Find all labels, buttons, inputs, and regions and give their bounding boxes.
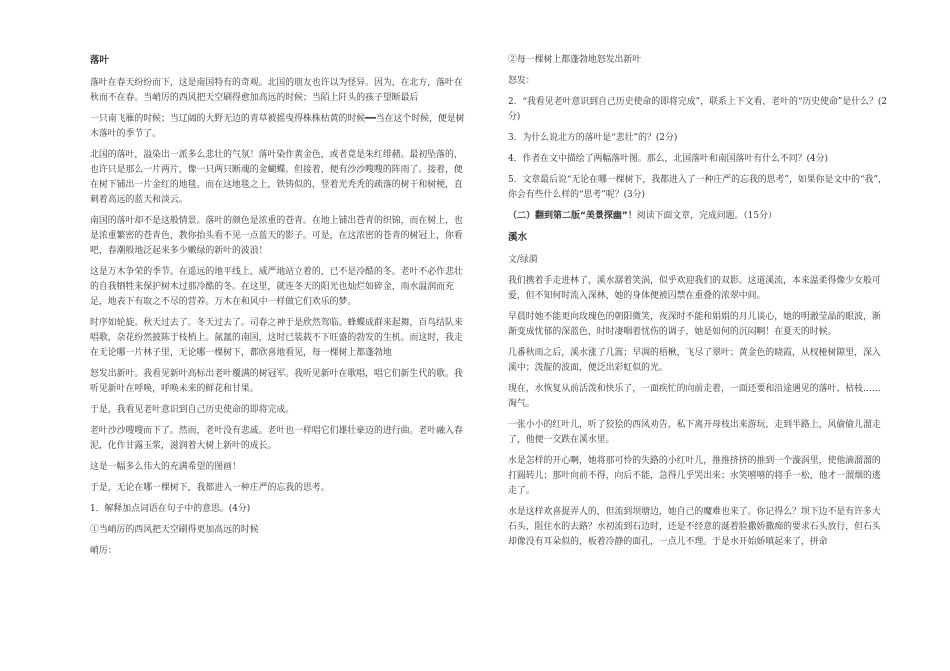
question-3: 3．为什么说北方的落叶是“悲壮”的？(2分) [508,133,678,143]
paragraph: 一只南飞雁的时候；当辽阔的大野无边的青草被摇曳得株株枯黄的时候━━当在这个时候，便是树木落叶的季节了。 [90,114,465,139]
answer-label: 峭厉： [90,546,117,556]
paragraph: 时序如轮旋。秋天过去了。冬天过去了。司春之神于是欣然驾临。蜂蝶成群来起舞，百鸟结队来唱歌，杂花纷然披陈于枝梢上。氤氲的南国，这时已装载不下旺盛的勃发的生机。而这时，我走在无论哪一片林子里，无论哪一棵树下，都欣喜地看见，每一棵树上都蓬勃地 [90,318,463,358]
paragraph: 怒发出新叶。我看见新叶高标出老叶覆满的树冠军。我听见新叶在歌唱，唱它们新生代的歌。我听见新叶在呼唤，呼唤未来的鲜花和甘果。 [90,369,463,394]
section-heading [508,209,888,224]
paragraph: 北国的落叶，溢染出一派多么悲壮的气氛！落叶染作黄金色，或者竟是朱红绯赭。最初坠落的，也许只是那么一片两片，像一只两只断魂的金蝴蝶。但接着，便有沙沙嗖嗖的阵雨了。接着，便在树下铺出一片金红的地毯。而在这地毯之上，铁铸似的，竖着光秃秃的疏落的树干和树梗，直刺着高远的蓝天和淡云。 [90,150,463,205]
paragraph: 早晨时她不能更向玫瑰色的朝阳微笑，夜深时不能和娟娟的月儿谈心，她的明澈莹晶的眼波，渐渐变成忧郁的深蓝色，时时凄咽着忧伤的调子，她是如何的沉闷啊！在夏天的时候。 [508,312,881,337]
section-heading-bold: （二）翻到第二版“美景探幽”！ [508,211,637,221]
question-1-item-b: ②每一棵树上都蓬勃地怒发出新叶 [508,55,642,65]
question-1-item-a: ①当峭厉的西风把天空刷得更加高远的时候 [90,525,259,535]
question-2: 2．“我看见老叶意识到自己历史使命的即将完成”，联系上下文看，老叶的“历史使命”是什么？(2分) [508,97,888,122]
paragraph: 我们携着手走进林了，溪水潺着笑涡，似乎欢迎我们的双影。这道溪流，本来温柔得像少女般可爱，但不知何时流入深林，她的身体便被囚禁在重叠的浓翠中间。 [508,276,881,301]
paragraph: 于是，我看见老叶意识到自己历史使命的即将完成。 [90,405,295,415]
paragraph: 这是万木争荣的季节。在遥远的地平线上，威严地站立着的，已不是冷酷的冬。老叶不必作悲壮的自我牺牲来保护树木过那冷酷的冬。在这里，就连冬天的阳光也灿烂如碎金，雨水温润而充足，地表下有取之不尽的营养。万木在和风中一样做它们欢乐的梦。 [90,267,463,307]
essay-title-luoye: 落叶 [90,55,110,66]
paragraph: 一张小小的红叶儿，听了狡狯的西风劝告，私下离开母枝出来游玩，走到半路上，风偷偷儿溜走了，他便一交跌在溪水里。 [508,420,881,445]
question-1: 1．解释加点词语在句子中的意思。(4分) [90,504,251,514]
paragraph: 这是一幅多么伟大的充满希望的图画！ [90,462,241,472]
paragraph: 老叶沙沙嗖嗖而下了。然而，老叶没有悲戚。老叶也一样唱它们雄壮豪迈的进行曲。老叶融入春泥，化作甘露玉浆，滋润着大树上新叶的成长。 [90,426,463,451]
left-column [90,53,470,565]
paragraph: 水是怎样的开心啊，她将那可怜的失路的小红叶儿，推推挤挤的推到一个漩涡里，使他滴溜溜的打圆转儿；那叶向前不得，向后不能，急得几乎哭出来；水笑嘻嘻的将手一松，他才一溜烟的逃走了。 [508,456,881,496]
paragraph: 于是，无论在哪一棵树下，我都进入一种庄严的忘我的思考。 [90,483,330,493]
question-4: 4．作者在文中描绘了两幅落叶图。那么，北国落叶和南国落叶有什么不同？(4分) [508,154,828,164]
right-column [508,53,888,556]
paragraph: 落叶在春天纷纷而下，这是南国特有的奇观。北国的朋友也许以为怪异。因为，在北方，落叶在秋而不在春。当峭厉的西风把天空刷得愈加高远的时候；当陌上阡头的孩子望断最后 [90,78,463,103]
answer-label: 怒发： [508,76,535,86]
paragraph: 水是这样欢喜捉弄人的，但流到坝塘边，她自己的魔难也来了。你记得么？坝下边不是有许多大石头，阻住水的去路？水初流到石边时，还是不经意的涎着脸撒娇撒痴的要求石头放行，但石头却像没有耳朵似的，板着冷静的面孔，一点儿不理。于是水开始娇嗔起来了，拼命 [508,507,881,547]
author-line: 文/绿漪 [508,255,538,265]
paragraph: 南国的落叶却不是这般情景。落叶的颜色是浓重的苍青。在地上铺出苍青的织锦，而在树上，也是浓重繁密的苍青色，教你抬头看不见一点蓝天的影子。可是，在这浓密的苍青的树冠上，你看吧，春潮般地泛起来多少嫩绿的新叶的波浪！ [90,216,463,256]
paragraph: 几番秋雨之后，溪水涨了几篙；早凋的梧楸，飞尽了翠叶；黄金色的晓霞，从杈桠树隙里，深入溪中；泼靛的波面，便泛出彩虹似的光。 [508,348,881,373]
paragraph: 现在，水恢复从前活泼和快乐了，一面疾忙的向前走着，一面还要和沿途遇见的落叶、枯枝……淘气。 [508,384,881,409]
question-5: 5．文章最后说“无论在哪一棵树下，我都进入了一种庄严的忘我的思考”，如果你是文中的“我”，你会有些什么样的“思考”呢？(3分) [508,175,887,200]
section-heading-instruction: 阅读下面文章，完成问题。（15分） [636,211,777,221]
essay-title-xishui: 溪水 [508,232,528,243]
